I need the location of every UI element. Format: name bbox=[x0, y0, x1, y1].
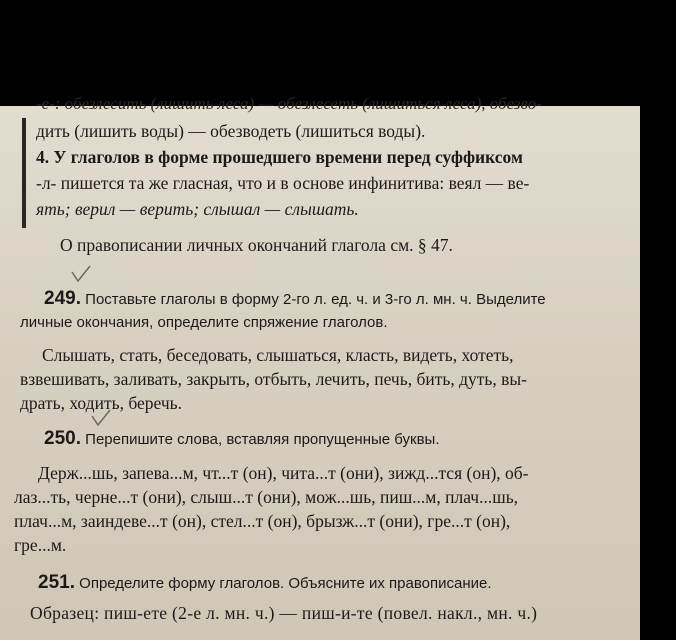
rule-line-2: 4. У глаголов в форме прошедшего времени перед суффиксом bbox=[36, 147, 523, 167]
exercise-249-words-3: драть, ходить, беречь. bbox=[20, 393, 183, 413]
exercise-250-words-1: Держ...шь, запева...м, чт...т (он), чита...т (они), зижд...тся (он), об- bbox=[38, 463, 529, 483]
exercise-249-instruction-1: 249. Поставьте глаголы в форму 2-го л. ед. ч. и 3-го л. мн. ч. Выделите bbox=[44, 288, 546, 309]
rule-margin-bar bbox=[22, 118, 26, 228]
exercise-250-number: 250. bbox=[44, 428, 81, 449]
rule-line-3: -л- пишется та же гласная, что и в основе инфинитива: веял — ве- bbox=[36, 173, 530, 193]
exercise-249-number: 249. bbox=[44, 288, 81, 309]
cut-off-line: -е-: обезлесить (лишить леса) — обезлесеть (лишиться леса), обезво- bbox=[36, 94, 542, 113]
exercise-251-sample: Образец: пиш-ете (2-е л. мн. ч.) — пиш-и-те (повел. накл., мн. ч.) bbox=[30, 603, 538, 623]
exercise-250-words-4: гре...м. bbox=[14, 535, 67, 555]
exercise-250-words-2: лаз...ть, черне...т (они), слыш...т (они), мож...шь, пиш...м, плач...шь, bbox=[14, 487, 519, 507]
exercise-250-instruction: 250. Перепишите слова, вставляя пропущенные буквы. bbox=[44, 428, 440, 449]
pencil-check-icon bbox=[90, 408, 112, 428]
rule-line-4: ять; верил — верить; слышал — слышать. bbox=[36, 199, 359, 219]
exercise-251-number: 251. bbox=[38, 572, 75, 593]
rule-line-1: дить (лишить воды) — обезводеть (лишиться воды). bbox=[36, 121, 426, 141]
exercise-249-words-1: Слышать, стать, беседовать, слышаться, класть, видеть, хотеть, bbox=[42, 345, 514, 365]
reference-line: О правописании личных окончаний глагола см. § 47. bbox=[60, 235, 453, 255]
exercise-249-instruction-2: личные окончания, определите спряжение глаголов. bbox=[20, 314, 388, 331]
exercise-249-words-2: взвешивать, заливать, закрыть, отбыть, лечить, печь, бить, дуть, вы- bbox=[20, 369, 527, 389]
exercise-251-instruction: 251. Определите форму глаголов. Объясните их правописание. bbox=[38, 572, 492, 593]
exercise-250-words-3: плач...м, заиндеве...т (он), стел...т (он), брызж...т (они), гре...т (он), bbox=[14, 511, 511, 531]
pencil-check-icon bbox=[70, 264, 92, 284]
textbook-page bbox=[0, 94, 640, 640]
